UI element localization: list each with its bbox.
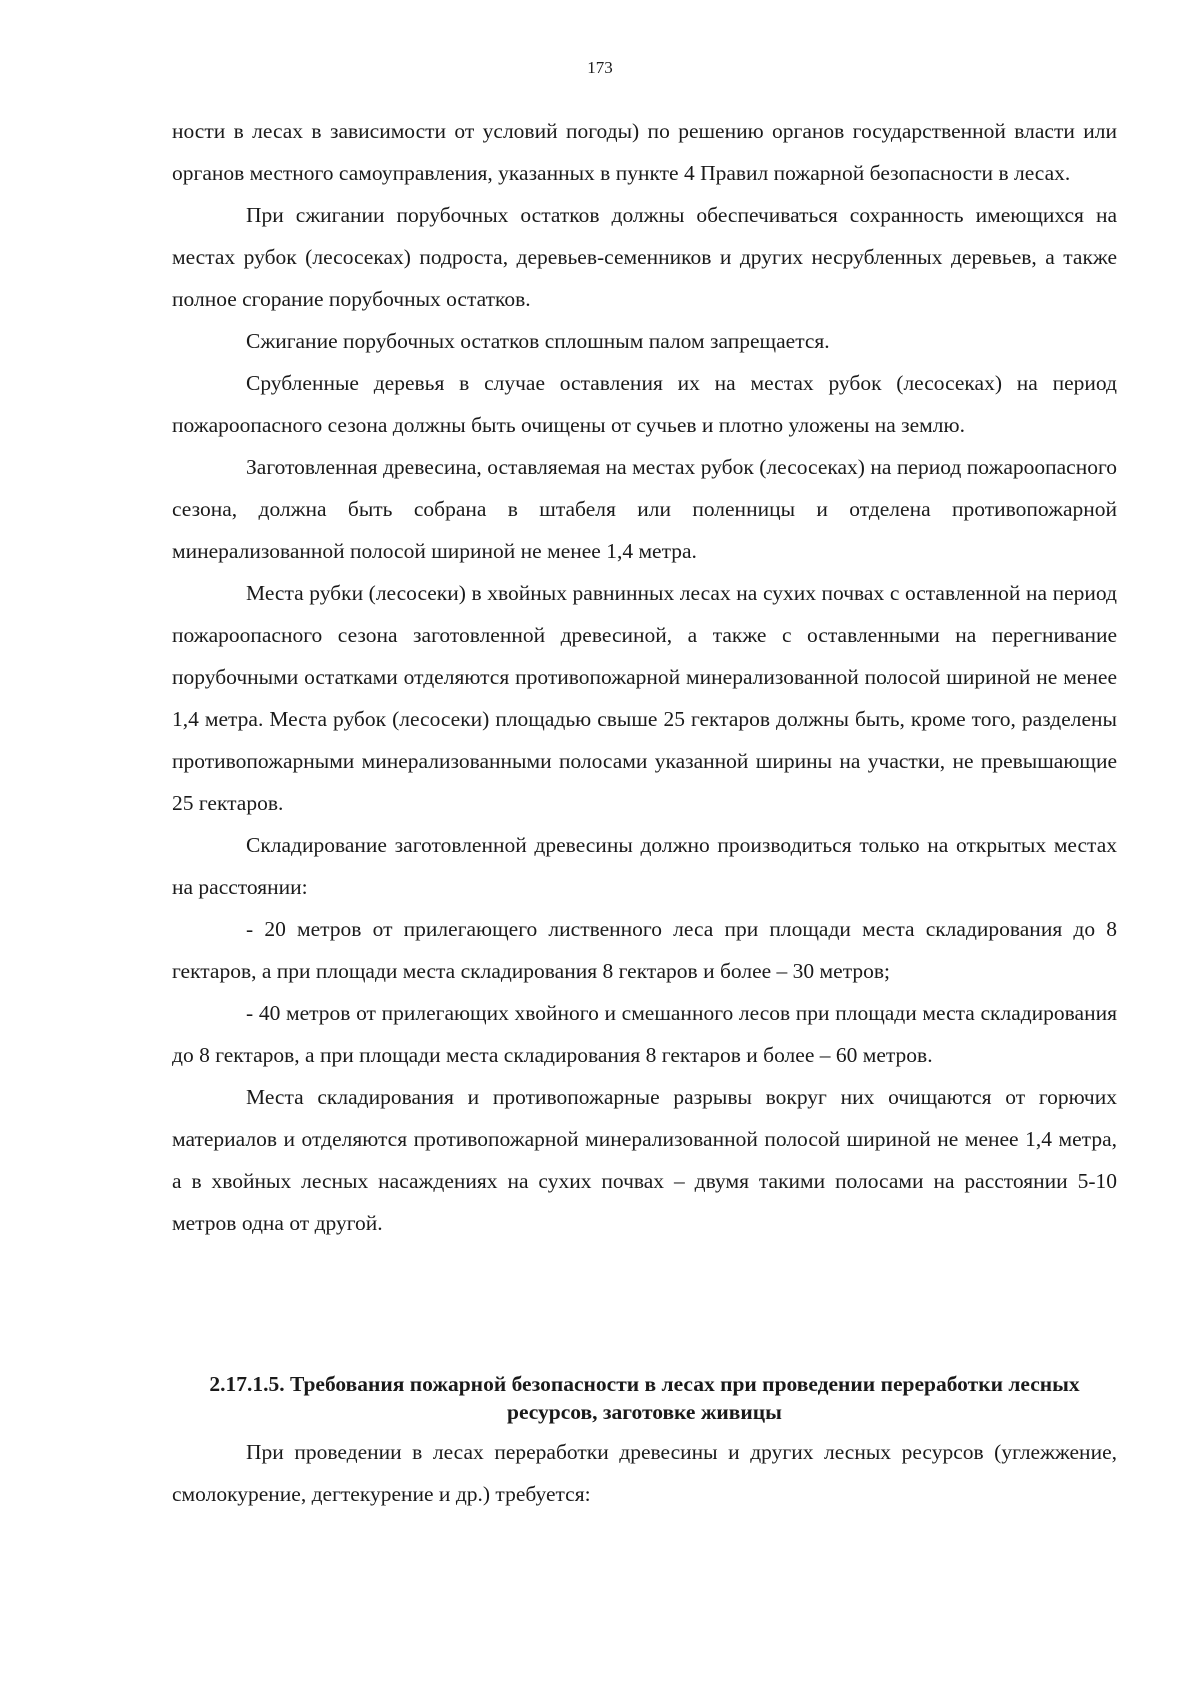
paragraph: Срубленные деревья в случае оставления их на местах рубок (лесосеках) на период пожароопасного сезона должны быть очищены от сучьев и плотно уложены на землю. xyxy=(172,371,1117,437)
paragraph: Сжигание порубочных остатков сплошным палом запрещается. xyxy=(246,329,830,353)
paragraph: Места складирования и противопожарные разрывы вокруг них очищаются от горючих материалов и отделяются противопожарной минерализованной полосой шириной не менее 1,4 метра, а в хвойных лесных насаждениях на сухих почвах – двумя такими полосами на расстоянии 5-10 метров одна от другой. xyxy=(172,1085,1117,1235)
section-heading: 2.17.1.5. Требования пожарной безопасности в лесах при проведении переработки лесных ресурсов, заготовке живицы xyxy=(209,1372,1080,1424)
paragraph: При сжигании порубочных остатков должны обеспечиваться сохранность имеющихся на местах рубок (лесосеках) подроста, деревьев-семенников и других несрубленных деревьев, а также полное сгорание порубочных остатков. xyxy=(172,203,1117,311)
body-text xyxy=(172,110,1117,1244)
paragraph: Складирование заготовленной древесины должно производиться только на открытых местах на расстоянии: xyxy=(172,833,1117,899)
paragraph: ности в лесах в зависимости от условий погоды) по решению органов государственной власти или органов местного самоуправления, указанных в пункте 4 Правил пожарной безопасности в лесах. xyxy=(172,119,1117,185)
list-item: - 20 метров от прилегающего лиственного леса при площади места складирования до 8 гектаров, а при площади места складирования 8 гектаров и более – 30 метров; xyxy=(172,917,1117,983)
section-body xyxy=(172,1431,1117,1515)
list-item: - 40 метров от прилегающих хвойного и смешанного лесов при площади места складирования до 8 гектаров, а при площади места складирования 8 гектаров и более – 60 метров. xyxy=(172,1001,1117,1067)
page-number: 173 xyxy=(587,58,613,77)
paragraph: Заготовленная древесина, оставляемая на местах рубок (лесосеках) на период пожароопасного сезона, должна быть собрана в штабеля или поленницы и отделена противопожарной минерализованной полосой шириной не менее 1,4 метра. xyxy=(172,455,1117,563)
paragraph: При проведении в лесах переработки древесины и других лесных ресурсов (углежжение, смолокурение, дегтекурение и др.) требуется: xyxy=(172,1440,1117,1506)
paragraph: Места рубки (лесосеки) в хвойных равнинных лесах на сухих почвах с оставленной на период пожароопасного сезона заготовленной древесиной, а также с оставленными на перегнивание порубочными остатками отделяются противопожарной минерализованной полосой шириной не менее 1,4 метра. Места рубок (лесосеки) площадью свыше 25 гектаров должны быть, кроме того, разделены противопожарными минерализованными полосами указанной ширины на участки, не превышающие 25 гектаров. xyxy=(172,581,1117,815)
